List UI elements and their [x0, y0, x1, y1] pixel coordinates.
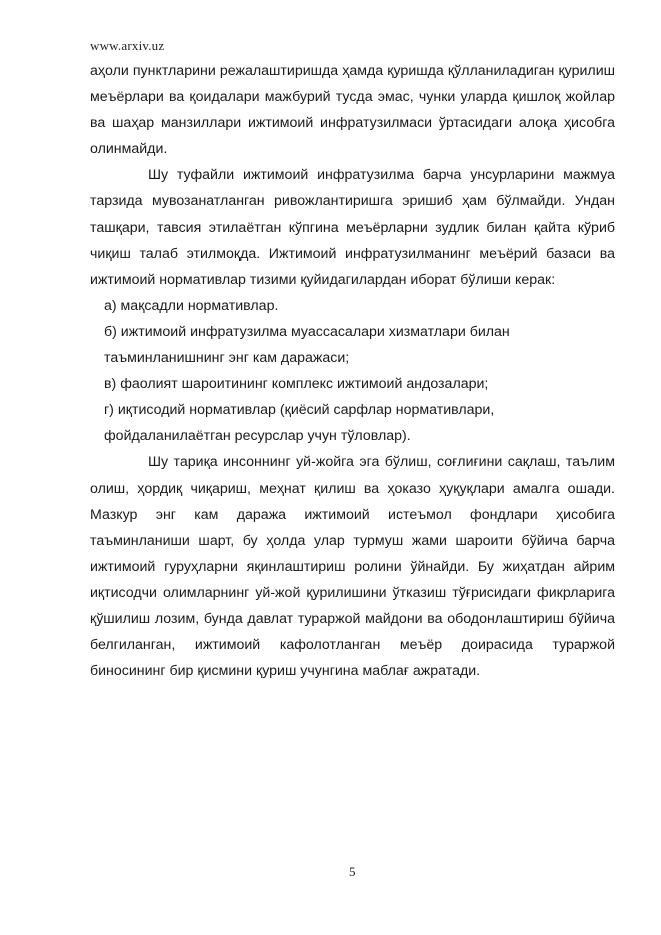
- list-item: в) фаолият шароитининг комплекс ижтимоий андозалари;: [104, 376, 489, 393]
- paragraph: аҳоли пунктларини режалаштиришда ҳамда қуришда қўлланиладиган қурилиш меъёрлари ва қоидалари мажбурий тусда эмас, чунки уларда қишлоқ жойлар ва шаҳар манзиллари ижтимоий инфратузилмаси ўртасидаги алоқа ҳисобга олинмайди.: [90, 63, 615, 158]
- page-number: 5: [349, 864, 356, 879]
- list-item: б) ижтимоий инфратузилма муассасалари хизматлари билан: [104, 323, 510, 340]
- list-item: таъминланишнинг энг кам даражаси;: [104, 350, 350, 367]
- list-item: г) иқтисодий нормативлар (қиёсий сарфлар нормативлари,: [104, 402, 495, 419]
- site-url-header[interactable]: www.arxiv.uz: [90, 38, 165, 53]
- body-text: [90, 58, 615, 684]
- list-item: фойдаланилаётган ресурслар учун тўловлар).: [104, 428, 411, 445]
- list-item: а) мақсадли нормативлар.: [104, 297, 279, 314]
- paragraph: Шу тариқа инсоннинг уй-жойга эга бўлиш, соғлиғини сақлаш, таълим олиш, ҳордиқ чиқариш, меҳнат қилиш ва ҳоказо ҳуқуқлари амалга ошади. Мазкур энг кам даража ижтимоий истеъмол фондлари ҳисобига таъминланиши шарт, бу ҳолда улар турмуш жами шароити бўйича барча ижтимоий гуруҳларни яқинлаштириш ролини ўйнайди. Бу жиҳатдан айрим иқтисодчи олимларнинг уй-жой қурилишини ўтказиш тўғрисидаги фикрларига қўшилиш лозим, бунда давлат тураржой майдони ва ободонлаштириш бўйича белгиланган, ижтимоий кафолотланган меъёр доирасида тураржой биносининг бир қисмини қуриш учунгина маблағ ажратади.: [90, 454, 615, 680]
- paragraph: Шу туфайли ижтимоий инфратузилма барча унсурларини мажмуа тарзида мувозанатланган ривожлантиришга эришиб ҳам бўлмайди. Ундан ташқари, тавсия этилаётган кўпгина меъёрларни зудлик билан қайта кўриб чиқиш талаб этилмоқда. Ижтимоий инфратузилманинг меъёрий базаси ва ижтимоий нормативлар тизими қуйидагилардан иборат бўлиши керак:: [90, 167, 615, 288]
